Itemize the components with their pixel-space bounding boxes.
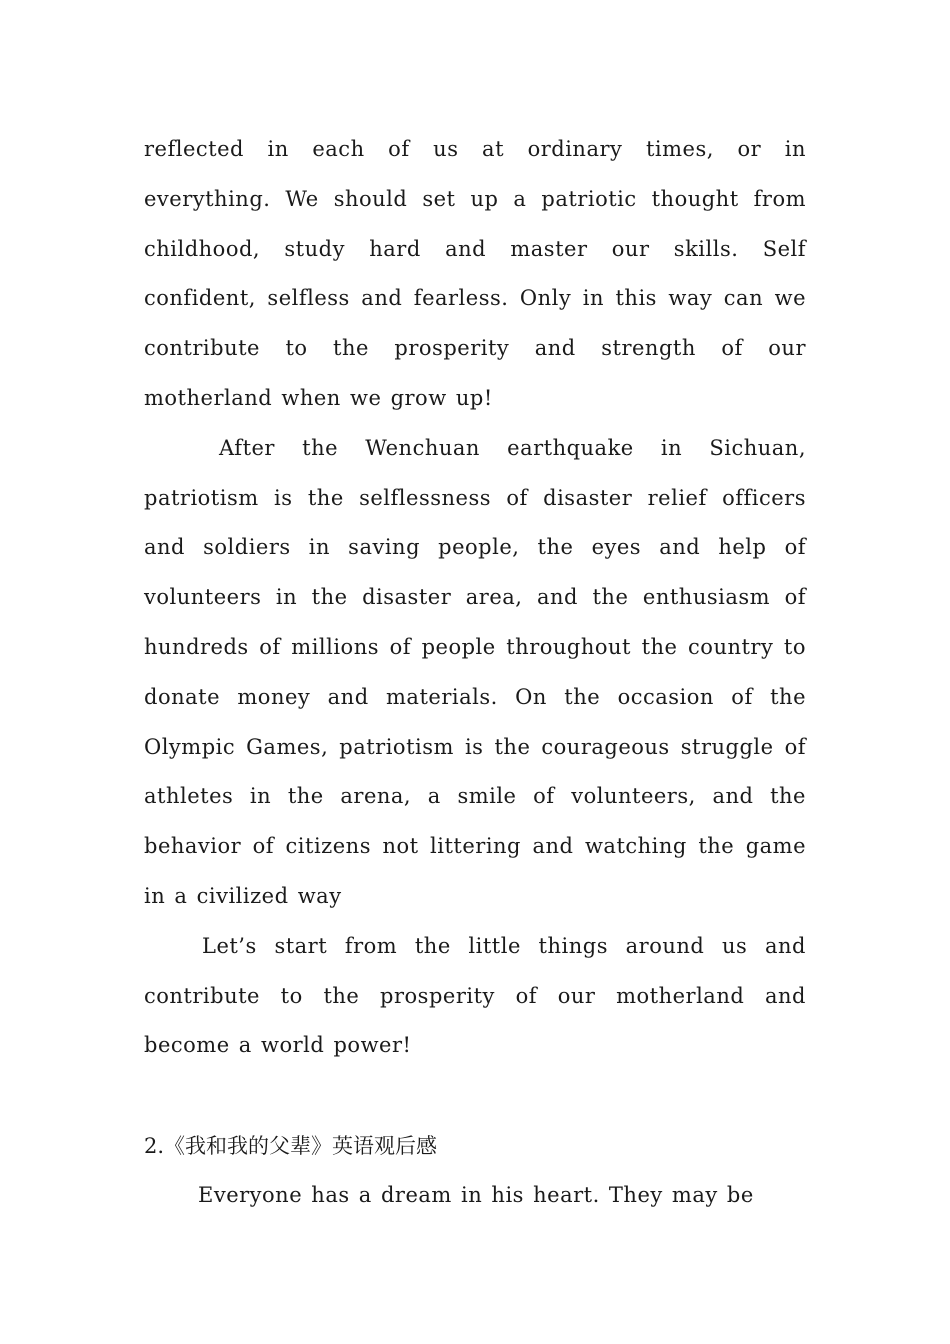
paragraph-dream: Everyone has a dream in his heart. They may be xyxy=(198,1183,754,1207)
body-text-top xyxy=(144,125,806,1071)
paragraph-wenchuan: After the Wenchuan earthquake in Sichuan, patriotism is the selflessness of disaster relief officers and soldiers in saving people, the eyes and help of volunteers in the disaster area, and the enthusiasm of hundreds of millions of people throughout the country to donate money and materials. On the occasion of the Olympic Games, patriotism is the courageous struggle of athletes in the arena, a smile of volunteers, and the behavior of citizens not littering and watching the game in a civilized way xyxy=(144,435,806,908)
paragraph-little-things: Let’s start from the little things around us and contribute to the prosperity of our motherland and become a world power! xyxy=(144,933,806,1058)
body-text-bottom xyxy=(144,1171,806,1221)
section-heading: 2.《我和我的父辈》英语观后感 xyxy=(144,1134,438,1158)
paragraph-continuation: reflected in each of us at ordinary times, or in everything. We should set up a patriotic thought from childhood, study hard and master our skills. Self confident, selfless and fearless. Only in this way can we contribute to the prosperity and strength of our motherland when we grow up! xyxy=(144,137,806,410)
